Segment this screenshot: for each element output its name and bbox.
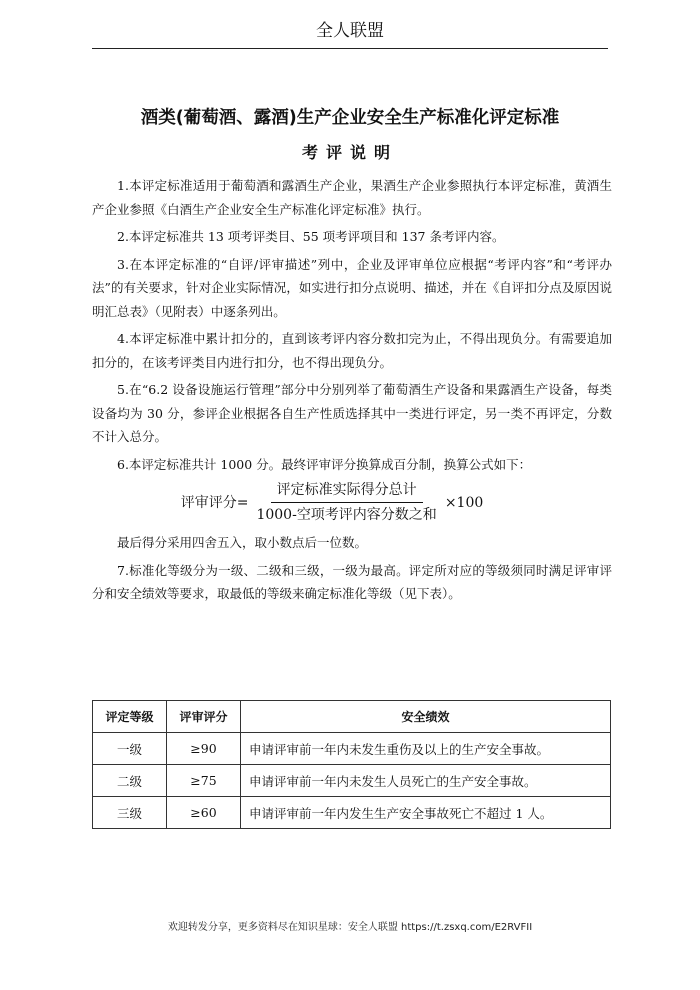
paragraph-4: 4.本评定标准中累计扣分的，直到该考评内容分数扣完为止，不得出现负分。有需要追加扣分的，在该考评类目内进行扣分，也不得出现负分。 — [92, 331, 612, 370]
cell-performance: 申请评审前一年内未发生重伤及以上的生产安全事故。 — [241, 733, 611, 765]
cell-performance: 申请评审前一年内未发生人员死亡的生产安全事故。 — [241, 765, 611, 797]
cell-grade: 三级 — [93, 797, 167, 829]
paragraph-1: 1.本评定标准适用于葡萄酒和露酒生产企业，果酒生产企业参照执行本评定标准，黄酒生产企业参照《白酒生产企业安全生产标准化评定标准》执行。 — [92, 178, 612, 217]
grade-table-container — [92, 700, 611, 829]
table-header-row — [93, 701, 611, 733]
cell-score: ≥90 — [167, 733, 241, 765]
page-header — [92, 18, 608, 49]
cell-grade: 一级 — [93, 733, 167, 765]
score-formula — [92, 480, 612, 525]
header-grade: 评定等级 — [93, 701, 167, 733]
header-text: 全人联盟 — [316, 21, 384, 41]
table-row — [93, 797, 611, 829]
cell-score: ≥60 — [167, 797, 241, 829]
cell-performance: 申请评审前一年内发生生产安全事故死亡不超过 1 人。 — [241, 797, 611, 829]
header-score: 评审评分 — [167, 701, 241, 733]
grade-table — [92, 700, 611, 829]
rounding-note: 最后得分采用四舍五入，取小数点后一位数。 — [117, 535, 368, 550]
cell-grade: 二级 — [93, 765, 167, 797]
paragraph-2: 2.本评定标准共 13 项考评类目、55 项考评项目和 137 条考评内容。 — [117, 229, 505, 244]
header-performance: 安全绩效 — [241, 701, 611, 733]
page-footer: 欢迎转发分享，更多资料尽在知识星球：安全人联盟 https://t.zsxq.com/E2RVFII — [167, 922, 533, 933]
document-body — [92, 174, 612, 610]
formula-numerator: 评定标准实际得分总计 — [271, 480, 423, 503]
paragraph-3: 3.在本评定标准的“自评/评审描述”列中，企业及评审单位应根据“考评内容”和“考评办法”的有关要求，针对企业实际情况，如实进行扣分点说明、描述，并在《自评扣分点及原因说明汇总表》（见附表）中逐条列出。 — [92, 256, 612, 319]
table-row — [93, 765, 611, 797]
paragraph-5: 5.在“6.2 设备设施运行管理”部分中分别列举了葡萄酒生产设备和果露酒生产设备，每类设备均为 30 分，参评企业根据各自生产性质选择其中一类进行评定，另一类不再评定，分数不计入总分。 — [92, 382, 612, 444]
formula-fraction — [250, 480, 442, 525]
paragraph-6: 6.本评定标准共计 1000 分。最终评审评分换算成百分制，换算公式如下： — [117, 456, 532, 472]
document-subtitle: 考评说明 — [301, 143, 398, 162]
paragraph-7: 7.标准化等级分为一级、二级和三级，一级为最高。评定所对应的等级须同时满足评审评分和安全绩效等要求，取最低的等级来确定标准化等级（见下表）。 — [92, 562, 612, 601]
document-title: 酒类(葡萄酒、露酒)生产企业安全生产标准化评定标准 — [140, 108, 560, 128]
cell-score: ≥75 — [167, 765, 241, 797]
formula-denominator: 1000-空项考评内容分数之和 — [256, 507, 437, 523]
formula-lhs: 评审评分= — [180, 494, 249, 511]
table-row — [93, 733, 611, 765]
formula-multiplier: ×100 — [444, 494, 484, 511]
